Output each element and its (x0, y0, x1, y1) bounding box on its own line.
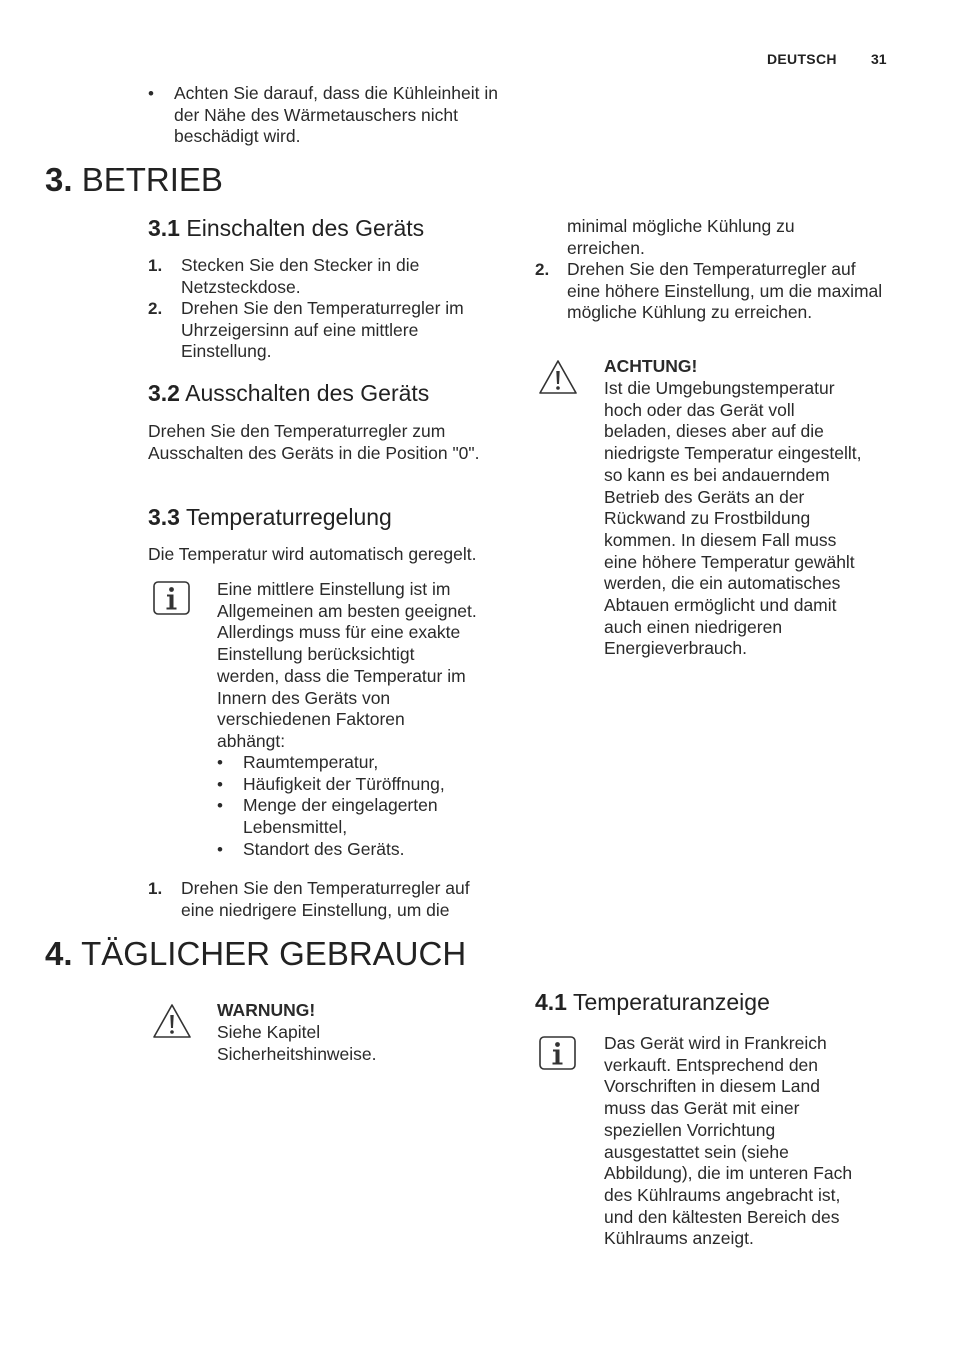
list-item: Menge der eingelagerten Lebensmittel, (243, 795, 438, 837)
section-4-title: TÄGLICHER GEBRAUCH (81, 935, 467, 972)
section-3-2-heading (148, 380, 429, 406)
warning-icon (538, 359, 578, 395)
section-3-2-text: Drehen Sie den Temperaturregler zum Ausschalten des Geräts in die Position "0". (148, 421, 480, 463)
section-3-2-title: Ausschalten des Geräts (185, 380, 430, 406)
step-number: 2. (148, 299, 163, 318)
section-3-1-title: Einschalten des Geräts (186, 215, 425, 241)
warning-icon (152, 1003, 192, 1039)
warning-title: ACHTUNG! (604, 356, 698, 376)
step-text: Drehen Sie den Temperaturregler auf eine niedrigere Einstellung, um die (181, 878, 470, 920)
bullet-marker: • (217, 753, 223, 772)
section-3-1-number: 3.1 (148, 215, 180, 241)
warning-text: Siehe Kapitel Sicherheitshinweise. (217, 1022, 377, 1064)
list-item: Raumtemperatur, (243, 752, 379, 772)
section-4-number: 4. (45, 935, 73, 972)
section-3-2-number: 3.2 (148, 380, 180, 406)
section-4-1-number: 4.1 (535, 989, 567, 1015)
list-item: Häufigkeit der Türöffnung, (243, 774, 445, 794)
page-number: 31 (871, 51, 887, 67)
info-icon (539, 1036, 576, 1070)
warning-text: Ist die Umgebungstemperatur hoch oder das Gerät voll beladen, dieses aber auf die niedrigste Temperatur eingestellt, so kann es bei andauerndem Betrieb des Geräts an der Rückwand zu Frostbildung kommen. In diesem Fall muss eine höhere Temperatur gewählt werden, die ein automatisches Abtauen ermöglicht und damit auch einen niedrigeren Energieverbrauch. (604, 378, 862, 659)
section-3-title: BETRIEB (81, 161, 223, 198)
section-3-3-text: Die Temperatur wird automatisch geregelt. (148, 544, 477, 564)
step-number: 2. (535, 260, 550, 279)
info-text: Eine mittlere Einstellung ist im Allgemeinen am besten geeignet. Allerdings muss für eine exakte Einstellung berücksichtigt werden, dass die Temperatur im Innern des Geräts von verschiedenen Faktoren abhängt: (217, 579, 477, 751)
info-text: Das Gerät wird in Frankreich verkauft. Entsprechend den Vorschriften in diesem Land muss das Gerät mit einer speziellen Vorrichtung ausgestattet sein (siehe Abbildung), die im unteren Fach des Kühlraums angebracht ist, und den kältesten Bereich des Kühlraums anzeigt. (604, 1033, 853, 1249)
info-icon (153, 581, 190, 615)
step-text: Stecken Sie den Stecker in die Netzsteckdose. (181, 255, 420, 297)
section-4-1-title: Temperaturanzeige (572, 989, 770, 1015)
section-3-number: 3. (45, 161, 73, 198)
warning-title: WARNUNG! (217, 1000, 316, 1020)
step-text-continuation: minimal mögliche Kühlung zu erreichen. (567, 216, 795, 258)
step-number: 1. (148, 879, 163, 898)
bullet-marker: • (148, 84, 154, 103)
section-4-1-heading (535, 989, 770, 1015)
list-item: Standort des Geräts. (243, 839, 405, 859)
bullet-marker: • (217, 840, 223, 859)
step-text: Drehen Sie den Temperaturregler im Uhrzeigersinn auf eine mittlere Einstellung. (181, 298, 464, 362)
section-3-3-heading (148, 504, 392, 530)
step-text: Drehen Sie den Temperaturregler auf eine höhere Einstellung, um die maximal mögliche Kühlung zu erreichen. (567, 259, 883, 323)
intro-bullet-text: Achten Sie darauf, dass die Kühleinheit in der Nähe des Wärmetauschers nicht beschädigt wird. (174, 83, 498, 147)
section-3-1-heading (148, 215, 424, 241)
section-3-3-number: 3.3 (148, 504, 180, 530)
bullet-marker: • (217, 775, 223, 794)
bullet-marker: • (217, 796, 223, 815)
step-number: 1. (148, 256, 163, 275)
section-3-heading (45, 162, 223, 198)
section-3-3-title: Temperaturregelung (185, 504, 392, 530)
section-4-heading (45, 936, 466, 972)
header-language: DEUTSCH (767, 51, 837, 67)
